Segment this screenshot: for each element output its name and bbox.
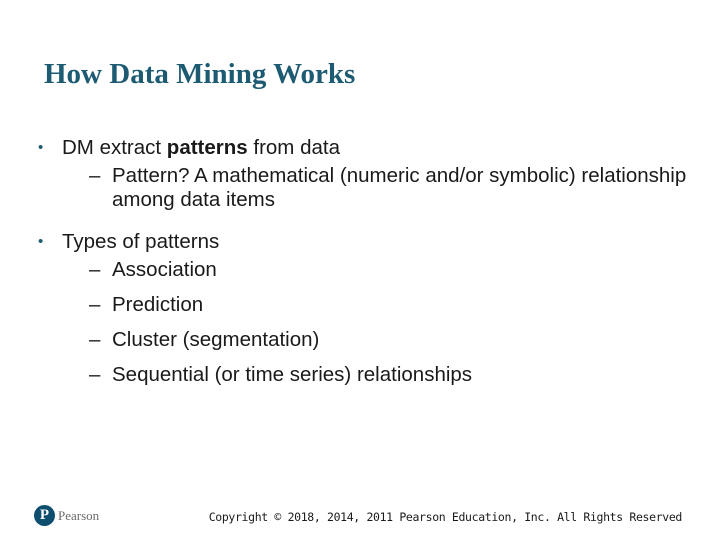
bullet-text: Types of patterns xyxy=(62,230,220,253)
sub-bullet-text: Sequential (or time series) relationships xyxy=(112,363,473,386)
sub-bullet-text: Pattern? A mathematical (numeric and/or symbolic) relationship among data items xyxy=(112,164,687,211)
copyright-notice: Copyright © 2018, 2014, 2011 Pearson Education, Inc. All Rights Reserved xyxy=(208,510,682,524)
dash-icon: – xyxy=(89,164,101,187)
dash-icon: – xyxy=(89,328,101,351)
sub-bullet-text: Cluster (segmentation) xyxy=(112,328,320,351)
sub-bullet-item xyxy=(89,164,698,212)
dash-icon: – xyxy=(89,258,101,281)
bullet-text-tail: from data xyxy=(247,136,340,159)
bullet-icon: • xyxy=(38,139,44,156)
bullet-text-bold: patterns xyxy=(166,136,248,159)
bullet-icon: • xyxy=(38,233,44,250)
pearson-logo xyxy=(34,505,99,526)
bullet-item-types-of-patterns xyxy=(38,230,698,387)
bullet-item-dm-extract xyxy=(38,136,698,212)
slide-title: How Data Mining Works xyxy=(44,58,356,90)
sub-bullet-text: Prediction xyxy=(112,293,204,316)
sub-bullet-item xyxy=(89,293,698,317)
sub-bullet-list xyxy=(38,258,698,387)
bullet-text-lead: DM extract xyxy=(62,136,167,159)
sub-bullet-list xyxy=(38,164,698,212)
sub-bullet-text: Association xyxy=(112,258,217,281)
bullet-text xyxy=(62,136,340,160)
sub-bullet-item xyxy=(89,363,698,387)
sub-bullet-item xyxy=(89,258,698,282)
dash-icon: – xyxy=(89,363,101,386)
pearson-logo-text: Pearson xyxy=(58,507,100,523)
sub-bullet-item xyxy=(89,328,698,352)
pearson-logo-icon: P xyxy=(34,505,55,526)
dash-icon: – xyxy=(89,293,101,316)
slide-content xyxy=(38,136,698,405)
